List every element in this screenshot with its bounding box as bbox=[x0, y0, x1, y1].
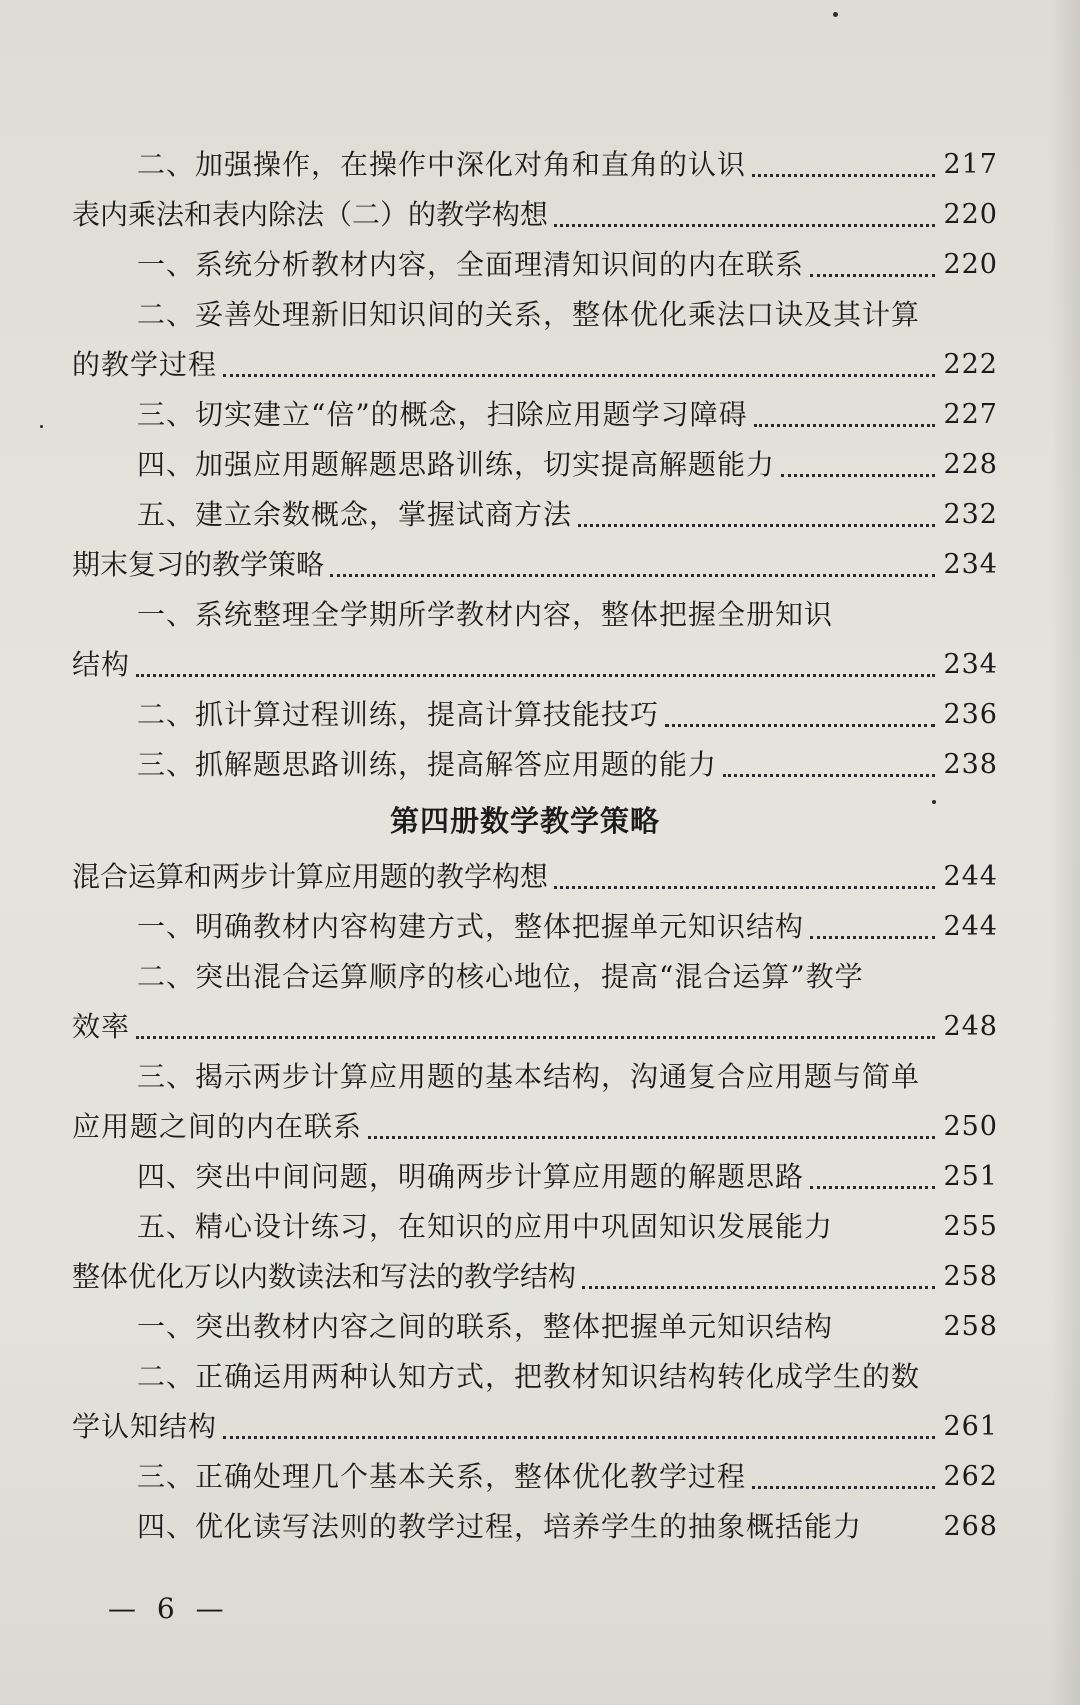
toc-entry-title: 整体优化万以内数读法和写法的教学结构 bbox=[72, 1260, 577, 1293]
toc-entry-row bbox=[72, 902, 998, 952]
toc-entry-row bbox=[72, 1402, 998, 1452]
toc-leader-dots bbox=[554, 882, 935, 889]
toc-entry-title: 四、突出中间问题，明确两步计算应用题的解题思路 bbox=[137, 1160, 805, 1193]
toc-page-number: 262 bbox=[943, 1461, 998, 1492]
toc-entry-row bbox=[72, 290, 998, 340]
toc-page-number: 228 bbox=[943, 449, 998, 480]
table-of-contents bbox=[72, 140, 998, 1552]
toc-leader-dots bbox=[810, 270, 935, 277]
toc-leader-dots bbox=[752, 170, 935, 177]
toc-entry-title: 二、正确运用两种认知方式，把教材知识结构转化成学生的数 bbox=[137, 1360, 921, 1393]
toc-leader-dots bbox=[136, 670, 935, 677]
toc-entry-row bbox=[72, 240, 998, 290]
toc-entry-row bbox=[72, 1452, 998, 1502]
toc-entry-row bbox=[72, 1352, 998, 1402]
toc-entry-title: 一、系统分析教材内容，全面理清知识间的内在联系 bbox=[137, 248, 805, 281]
toc-page-number: 236 bbox=[943, 699, 998, 730]
toc-chapter-row bbox=[72, 852, 998, 902]
toc-page-number: 244 bbox=[943, 861, 998, 892]
toc-leader-dots bbox=[810, 932, 935, 939]
toc-page-number: 244 bbox=[943, 911, 998, 942]
toc-entry-row bbox=[72, 1302, 998, 1352]
toc-page-number: 251 bbox=[943, 1161, 998, 1192]
ink-speck bbox=[833, 12, 838, 17]
toc-entry-row bbox=[72, 590, 998, 640]
toc-entry-title: 三、抓解题思路训练，提高解答应用题的能力 bbox=[137, 748, 718, 781]
toc-page-number: 227 bbox=[943, 399, 998, 430]
toc-entry-title: 三、揭示两步计算应用题的基本结构，沟通复合应用题与简单 bbox=[137, 1060, 921, 1093]
toc-entry-title: 四、加强应用题解题思路训练，切实提高解题能力 bbox=[137, 448, 776, 481]
toc-leader-dots bbox=[223, 1432, 935, 1439]
toc-entry-title: 三、正确处理几个基本关系，整体优化教学过程 bbox=[137, 1460, 747, 1493]
toc-chapter-row bbox=[72, 190, 998, 240]
toc-entry-row bbox=[72, 1202, 998, 1252]
toc-chapter-row bbox=[72, 540, 998, 590]
toc-page-number: 258 bbox=[943, 1261, 998, 1292]
toc-page-number: 248 bbox=[943, 1011, 998, 1042]
toc-entry-title: 一、系统整理全学期所学教材内容，整体把握全册知识 bbox=[137, 598, 834, 631]
toc-entry-title: 的教学过程 bbox=[72, 348, 218, 381]
toc-entry-title: 四、优化读写法则的教学过程，培养学生的抽象概括能力 bbox=[137, 1510, 863, 1543]
toc-page-number: 258 bbox=[943, 1311, 998, 1342]
toc-chapter-row bbox=[72, 1252, 998, 1302]
toc-entry-title: 二、加强操作，在操作中深化对角和直角的认识 bbox=[137, 148, 747, 181]
toc-leader-dots bbox=[582, 1282, 935, 1289]
toc-entry-title: 期末复习的教学策略 bbox=[72, 548, 325, 581]
toc-leader-dots bbox=[223, 370, 935, 377]
toc-page-number: 268 bbox=[943, 1511, 998, 1542]
page-number-footer: — 6 — bbox=[108, 1592, 230, 1625]
toc-page-number: 220 bbox=[943, 199, 998, 230]
toc-leader-dots bbox=[723, 770, 935, 777]
toc-leader-dots bbox=[136, 1032, 935, 1039]
toc-entry-row bbox=[72, 1002, 998, 1052]
toc-page-number: 238 bbox=[943, 749, 998, 780]
toc-entry-title: 应用题之间的内在联系 bbox=[72, 1110, 363, 1143]
toc-entry-title: 五、精心设计练习，在知识的应用中巩固知识发展能力 bbox=[137, 1210, 834, 1243]
toc-entry-row bbox=[72, 1052, 998, 1102]
section-heading: 第四册数学教学策略 bbox=[389, 804, 660, 838]
toc-page-number: 217 bbox=[943, 149, 998, 180]
toc-leader-dots bbox=[810, 1182, 935, 1189]
toc-page-number: 220 bbox=[943, 249, 998, 280]
toc-leader-dots bbox=[781, 470, 935, 477]
toc-entry-title: 三、切实建立“倍”的概念，扫除应用题学习障碍 bbox=[137, 398, 748, 431]
toc-entry-row bbox=[72, 690, 998, 740]
toc-page-number: 261 bbox=[943, 1411, 998, 1442]
toc-entry-title: 效率 bbox=[72, 1010, 131, 1043]
toc-entry-row bbox=[72, 740, 998, 790]
toc-entry-row bbox=[72, 340, 998, 390]
toc-entry-title: 混合运算和两步计算应用题的教学构想 bbox=[72, 860, 549, 893]
toc-leader-dots bbox=[752, 1482, 935, 1489]
toc-entry-title: 二、妥善处理新旧知识间的关系，整体优化乘法口诀及其计算 bbox=[137, 298, 921, 331]
ink-speck bbox=[40, 425, 43, 428]
page-edge-shadow bbox=[1050, 0, 1080, 1705]
toc-entry-title: 结构 bbox=[72, 648, 131, 681]
toc-entry-row bbox=[72, 640, 998, 690]
toc-entry-title: 表内乘法和表内除法（二）的教学构想 bbox=[72, 198, 549, 231]
toc-leader-dots bbox=[578, 520, 935, 527]
toc-page-number: 234 bbox=[943, 549, 998, 580]
toc-entry-row bbox=[72, 1502, 998, 1552]
toc-leader-dots bbox=[754, 420, 935, 427]
toc-entry-title: 五、建立余数概念，掌握试商方法 bbox=[137, 498, 573, 531]
toc-entry-title: 二、抓计算过程训练，提高计算技能技巧 bbox=[137, 698, 660, 731]
toc-entry-row bbox=[72, 440, 998, 490]
toc-entry-title: 学认知结构 bbox=[72, 1410, 218, 1443]
toc-page-number: 250 bbox=[943, 1111, 998, 1142]
toc-entry-row bbox=[72, 490, 998, 540]
toc-entry-title: 一、明确教材内容构建方式，整体把握单元知识结构 bbox=[137, 910, 805, 943]
toc-leader-dots bbox=[330, 570, 935, 577]
toc-entry-row bbox=[72, 140, 998, 190]
toc-entry-row bbox=[72, 952, 998, 1002]
toc-page-number: 234 bbox=[943, 649, 998, 680]
toc-entry-row bbox=[72, 1152, 998, 1202]
toc-entry-row bbox=[72, 1102, 998, 1152]
toc-entry-row bbox=[72, 390, 998, 440]
toc-leader-dots bbox=[554, 220, 935, 227]
toc-leader-dots bbox=[665, 720, 935, 727]
toc-entry-title: 二、突出混合运算顺序的核心地位，提高“混合运算”教学 bbox=[137, 960, 864, 993]
toc-page-number: 255 bbox=[943, 1211, 998, 1242]
toc-leader-dots bbox=[368, 1132, 935, 1139]
toc-page-number: 232 bbox=[943, 499, 998, 530]
toc-page-number: 222 bbox=[943, 349, 998, 380]
toc-entry-title: 一、突出教材内容之间的联系，整体把握单元知识结构 bbox=[137, 1310, 834, 1343]
